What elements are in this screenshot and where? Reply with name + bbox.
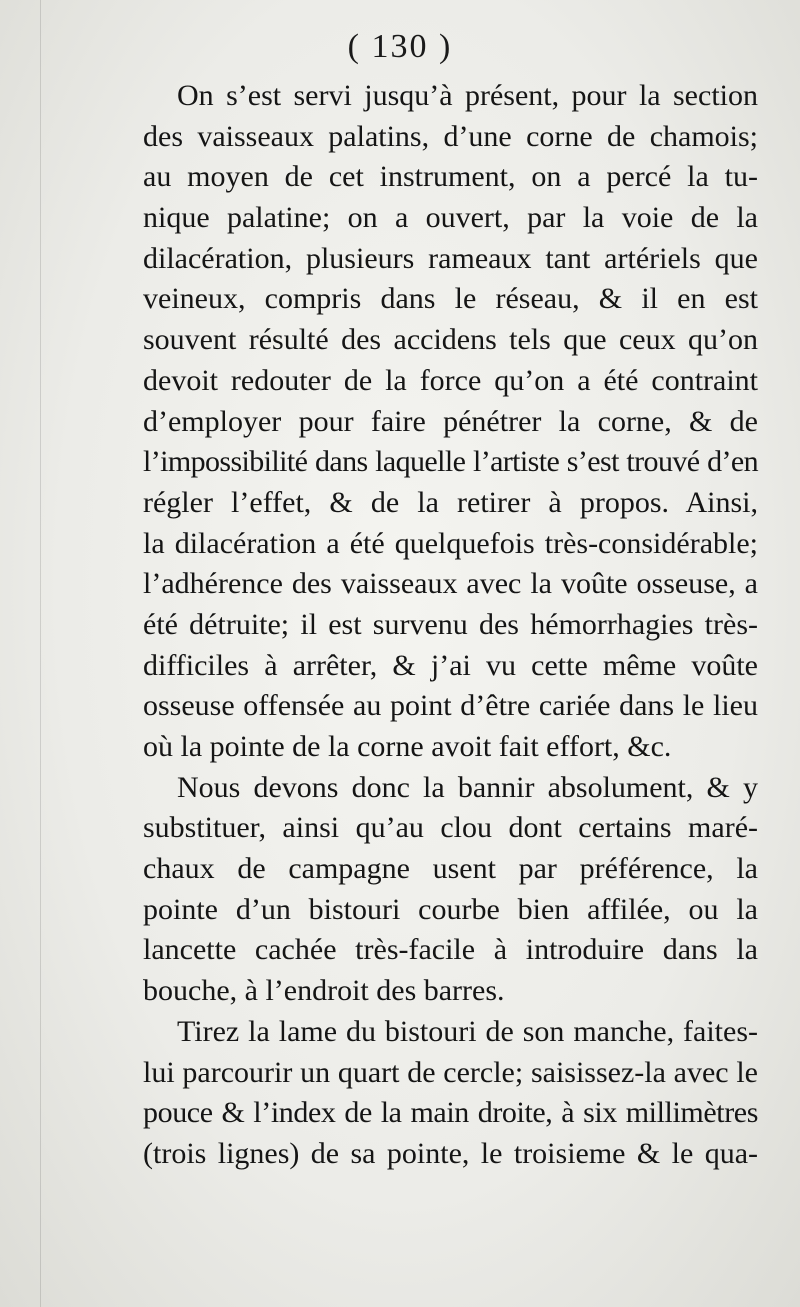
text-line: devoit redouter de la force qu’on a été contraint bbox=[143, 363, 758, 397]
text-line: dilacération, plusieurs rameaux tant artériels que bbox=[143, 241, 758, 275]
page-number: ( 130 ) bbox=[347, 28, 453, 65]
text-line: chaux de campagne usent par préférence, la bbox=[143, 852, 758, 886]
text-line: souvent résulté des accidens tels que ceux qu’on bbox=[143, 323, 758, 357]
paragraph-3 bbox=[143, 1012, 758, 1175]
paragraph-1 bbox=[143, 76, 758, 768]
text-line: la dilacération a été quelquefois très-considérable; bbox=[143, 526, 758, 560]
text-line: bouche, à l’endroit des barres. bbox=[143, 974, 505, 1008]
text-line: pointe d’un bistouri courbe bien affilée, ou la bbox=[143, 892, 758, 926]
text-line: osseuse offensée au point d’être cariée dans le lieu bbox=[143, 689, 758, 723]
text-line: veineux, compris dans le réseau, & il en est bbox=[143, 282, 758, 316]
text-line: lancette cachée très-facile à introduire dans la bbox=[143, 933, 758, 967]
text-line: Nous devons donc la bannir absolument, & y bbox=[177, 770, 758, 804]
text-line: Tirez la lame du bistouri de son manche, faites- bbox=[177, 1014, 758, 1048]
text-line: l’impossibilité dans laquelle l’artiste s’est trouvé d’en bbox=[143, 445, 758, 479]
page-edge-shadow bbox=[40, 0, 41, 1307]
text-line: difficiles à arrêter, & j’ai vu cette même voûte bbox=[143, 648, 758, 682]
text-line: été détruite; il est survenu des hémorrhagies très- bbox=[143, 607, 758, 641]
text-line: (trois lignes) de sa pointe, le troisieme & le qua- bbox=[143, 1136, 758, 1170]
text-line: nique palatine; on a ouvert, par la voie de la bbox=[143, 201, 758, 235]
text-line: au moyen de cet instrument, on a percé la tu- bbox=[143, 160, 758, 194]
body-text bbox=[143, 76, 758, 1175]
text-line: pouce & l’index de la main droite, à six millimètres bbox=[143, 1096, 758, 1130]
text-line: lui parcourir un quart de cercle; saisissez-la avec le bbox=[143, 1055, 758, 1089]
text-line: d’employer pour faire pénétrer la corne, & de bbox=[143, 404, 758, 438]
text-line: des vaisseaux palatins, d’une corne de chamois; bbox=[143, 119, 758, 153]
paragraph-2 bbox=[143, 768, 758, 1012]
text-line: On s’est servi jusqu’à présent, pour la section bbox=[177, 79, 758, 112]
text-line: substituer, ainsi qu’au clou dont certains maré- bbox=[143, 811, 758, 845]
text-line: régler l’effet, & de la retirer à propos. Ainsi, bbox=[143, 485, 758, 519]
text-line: l’adhérence des vaisseaux avec la voûte osseuse, a bbox=[143, 567, 758, 601]
text-line: où la pointe de la corne avoit fait effort, &c. bbox=[143, 730, 672, 763]
